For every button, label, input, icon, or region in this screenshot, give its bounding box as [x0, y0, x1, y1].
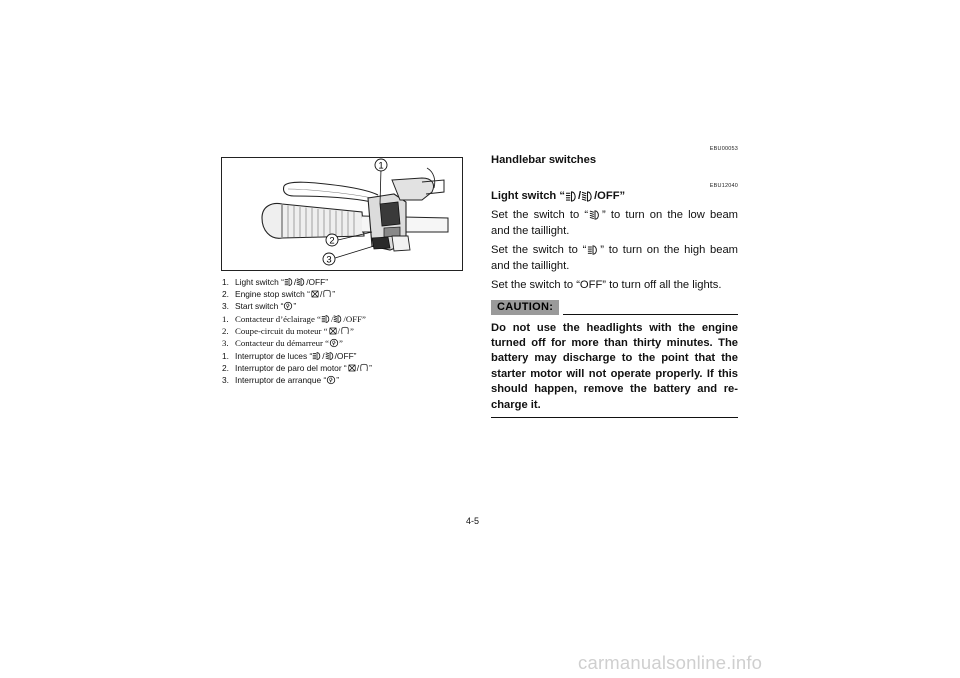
caption-number: 1. — [222, 351, 229, 361]
caption-number: 2. — [222, 326, 229, 336]
caution-rule — [563, 314, 738, 315]
high-beam-icon — [565, 190, 578, 203]
engine-stop-icon — [328, 326, 341, 336]
low-beam-icon — [293, 277, 306, 287]
high-beam-paragraph — [491, 243, 738, 274]
content-column — [491, 146, 738, 418]
caption-list-spanish — [222, 350, 462, 386]
caption-text-end: /OFF” — [334, 351, 357, 361]
caption-text-end: ” — [339, 338, 343, 348]
caption-slash: / — [356, 363, 360, 373]
caption-slash: / — [337, 326, 341, 336]
engine-stop-icon — [347, 363, 360, 373]
caution-text: Do not use the headlights with the engine turned off for more than thirty minutes. The battery may discharge to the point that the starter motor will not operate properly. If this should happen, remove the battery and re-charge it. — [491, 321, 738, 411]
caption-text: Interruptor de paro del motor “ — [235, 363, 347, 373]
caption-text: Start switch “ — [235, 301, 284, 311]
caption-item — [222, 325, 462, 337]
off-paragraph: Set the switch to “OFF” to turn off all the lights. — [491, 279, 722, 291]
light-switch-title — [491, 189, 738, 204]
caption-list-french — [222, 313, 462, 349]
light-switch-title-start: Light switch “ — [491, 190, 565, 202]
low-beam-icon — [589, 209, 601, 221]
subsection-code: EBU12040 — [709, 183, 738, 189]
high-beam-text-end: ” to turn on the high beam and the taillight. — [491, 244, 738, 272]
caption-text: Interruptor de arranque “ — [235, 375, 327, 385]
title-slash: / — [577, 190, 582, 202]
handlebar-drawing — [222, 158, 463, 271]
high-beam-text-start: Set the switch to “ — [491, 244, 587, 256]
caption-item — [222, 350, 462, 362]
caption-text: Coupe-circuit du moteur “ — [235, 326, 328, 336]
engine-run-icon — [356, 363, 369, 373]
caption-text-end: ” — [350, 326, 354, 336]
caption-number: 3. — [222, 375, 229, 385]
caption-item — [222, 300, 462, 312]
caption-number: 3. — [222, 301, 229, 311]
caution-label: CAUTION: — [491, 300, 559, 315]
caption-number: 1. — [222, 277, 229, 287]
caption-text: Contacteur d’éclairage “ — [235, 314, 321, 324]
caption-text: Light switch “ — [235, 277, 284, 287]
section-code: EBU00053 — [709, 146, 738, 152]
engine-stop-icon — [310, 289, 323, 299]
watermark: carmanualsonline.info — [578, 652, 763, 673]
caption-item — [222, 362, 462, 374]
callout-3 — [323, 253, 335, 266]
caption-text-end: ” — [369, 363, 372, 373]
low-beam-icon — [581, 190, 594, 203]
caption-slash: / — [322, 351, 325, 361]
caption-slash: / — [330, 314, 334, 324]
caution-bottom-rule — [491, 417, 738, 418]
low-beam-icon — [325, 351, 335, 361]
caution-header — [491, 300, 738, 315]
callout-3-label: 3 — [326, 254, 332, 266]
start-icon — [329, 338, 339, 348]
caption-number: 2. — [222, 289, 229, 299]
high-beam-icon — [587, 244, 599, 256]
caption-item — [222, 288, 462, 300]
engine-run-icon — [319, 289, 332, 299]
start-icon — [283, 301, 293, 311]
caption-number: 3. — [222, 338, 229, 348]
light-switch-title-end: /OFF” — [594, 190, 626, 202]
page-number: 4-5 — [466, 516, 480, 526]
high-beam-icon — [321, 314, 334, 324]
caption-text: Contacteur du démarreur “ — [235, 338, 330, 348]
section-title: Handlebar switches — [491, 154, 597, 166]
caption-text-end: /OFF” — [343, 314, 366, 324]
low-beam-paragraph — [491, 208, 738, 239]
caption-text-end: /OFF” — [306, 277, 329, 287]
caption-item — [222, 337, 462, 349]
high-beam-icon — [312, 351, 325, 361]
caption-slash: / — [319, 289, 323, 299]
caption-text-end: ” — [332, 289, 336, 299]
callout-1-label: 1 — [378, 160, 384, 172]
caption-text-end: ” — [336, 375, 340, 385]
high-beam-icon — [284, 277, 297, 287]
start-icon — [326, 375, 336, 385]
callout-2 — [326, 234, 338, 247]
caption-text: Interruptor de luces “ — [235, 351, 313, 361]
callout-2-label: 2 — [329, 235, 335, 247]
caption-item — [222, 313, 462, 325]
caption-slash: / — [293, 277, 297, 287]
caption-number: 1. — [222, 314, 229, 324]
callout-1 — [375, 159, 387, 172]
low-beam-icon — [330, 314, 343, 324]
handlebar-illustration — [221, 157, 463, 271]
caption-text: Engine stop switch “ — [235, 289, 310, 299]
caption-text-end: ” — [293, 301, 297, 311]
engine-run-icon — [337, 326, 350, 336]
caption-number: 2. — [222, 363, 229, 373]
caption-list-english — [222, 276, 462, 312]
low-beam-text-end: ” to turn on the low beam and the taillight. — [491, 209, 738, 237]
low-beam-text-start: Set the switch to “ — [491, 209, 589, 221]
caption-item — [222, 276, 462, 288]
caption-item — [222, 374, 462, 386]
